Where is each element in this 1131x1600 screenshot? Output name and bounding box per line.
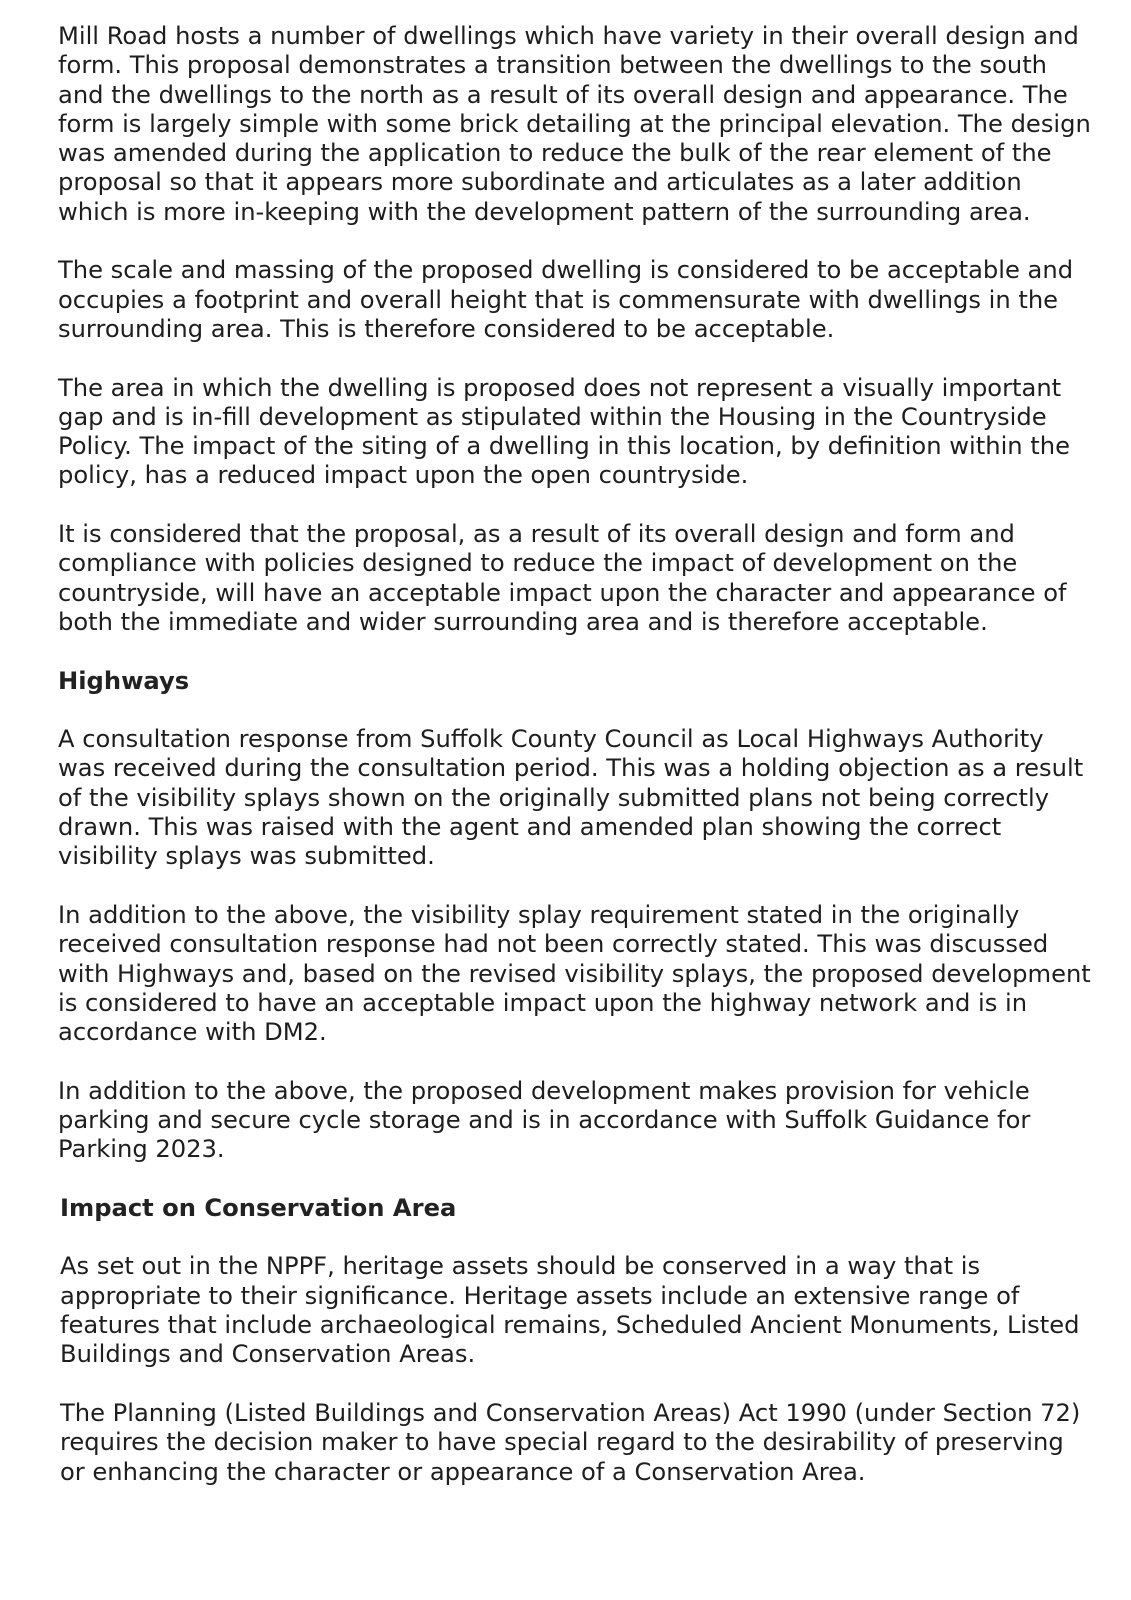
paragraph-highways-consultation: A consultation response from Suffolk County Council as Local Highways Authority was received during the consultation period. This was a holding objection as a result of the visibility splays shown on the originally submitted plans not being correctly drawn. This was raised with the agent and amended plan showing the correct visibility splays was submitted. xyxy=(58,725,1084,871)
paragraph-design-form: Mill Road hosts a number of dwellings which have variety in their overall design and form. This proposal demonstrates a transition between the dwellings to the south and the dwellings to the north as a result of its overall design and appearance. The form is largely simple with some brick detailing at the principal elevation. The design was amended during the application to reduce the bulk of the rear element of the proposal so that it appears more subordinate and articulates as a later addition which is more in-keeping with the development pattern of the surrounding area. xyxy=(58,22,1091,226)
paragraph-highways-splay: In addition to the above, the visibility splay requirement stated in the originally received consultation response had not been correctly stated. This was discussed with Highways and, based on the revised visibility splays, the proposed development is considered to have an acceptable impact upon the highway network and is in accordance with DM2. xyxy=(58,900,1091,1047)
heading-conservation-area: Impact on Conservation Area xyxy=(60,1193,457,1222)
paragraph-character-conclusion: It is considered that the proposal, as a result of its overall design and form and compliance with policies designed to reduce the impact of development on the countryside, will have an acceptable impact upon the character and appearance of both the immediate and wider surrounding area and is therefore acceptable. xyxy=(58,520,1067,636)
paragraph-conservation-nppf: As set out in the NPPF, heritage assets should be conserved in a way that is appropriate to their significance. Heritage assets include an extensive range of features that include archaeological remains, Scheduled Ancient Monuments, Listed Buildings and Conservation Areas. xyxy=(60,1252,1080,1369)
paragraph-scale-massing: The scale and massing of the proposed dwelling is considered to be acceptable and occupies a footprint and overall height that is commensurate with dwellings in the surrounding area. This is therefore considered to be acceptable. xyxy=(58,256,1074,343)
paragraph-highways-parking: In addition to the above, the proposed development makes provision for vehicle parking and secure cycle storage and is in accordance with Suffolk Guidance for Parking 2023. xyxy=(58,1076,1031,1164)
heading-highways: Highways xyxy=(58,666,190,695)
paragraph-infill-gap: The area in which the dwelling is proposed does not represent a visually important gap and is in-fill development as stipulated within the Housing in the Countryside Policy. The impact of the siting of a dwelling in this location, by definition within the policy, has a reduced impact upon the open countryside. xyxy=(58,373,1070,490)
paragraph-conservation-act: The Planning (Listed Buildings and Conservation Areas) Act 1990 (under Section 72) requires the decision maker to have special regard to the desirability of preserving or enhancing the character or appearance of a Conservation Area. xyxy=(60,1398,1081,1486)
